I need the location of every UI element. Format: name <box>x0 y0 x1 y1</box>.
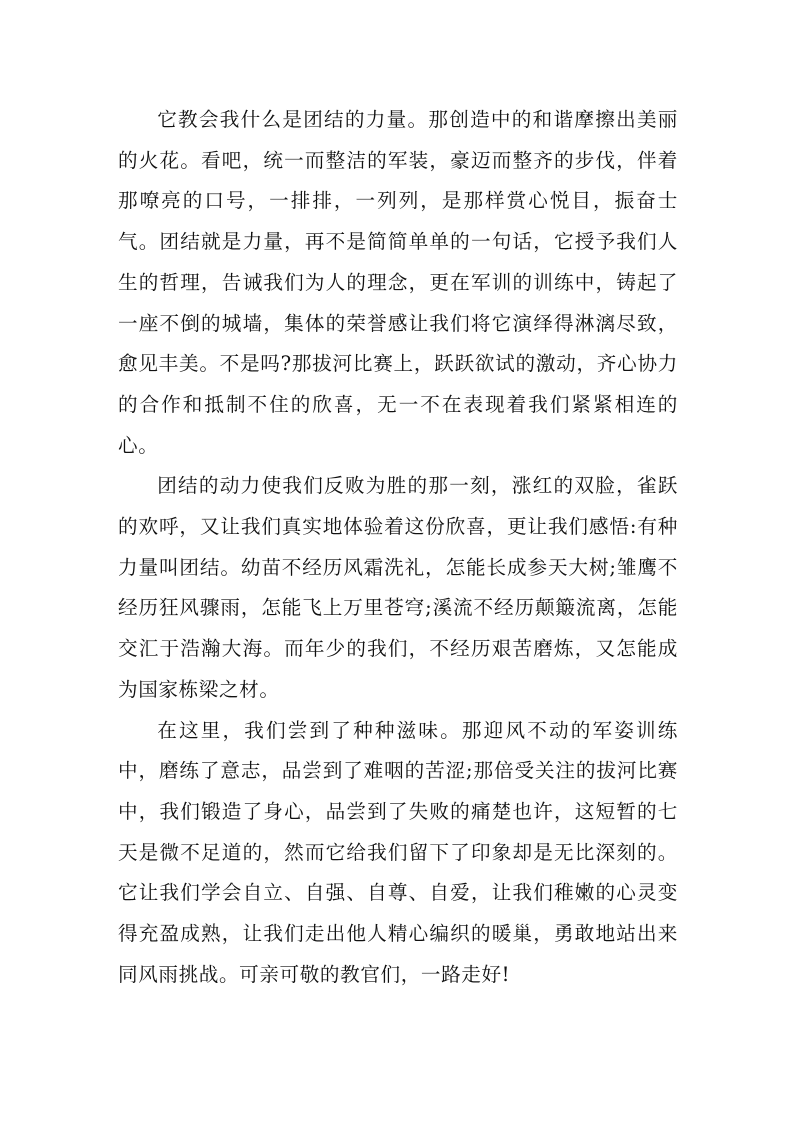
paragraph-2: 团结的动力使我们反败为胜的那一刻，涨红的双脸，雀跃的欢呼，又让我们真实地体验着这份欣喜，更让我们感悟:有种力量叫团结。幼苗不经历风霜洗礼，怎能长成参天大树;雏鹰不经历狂风骤雨，怎能飞上万里苍穹;溪流不经历颠簸流离，怎能交汇于浩瀚大海。而年少的我们，不经历艰苦磨炼，又怎能成为国家栋梁之材。 <box>118 474 678 701</box>
document-body <box>118 100 678 995</box>
paragraph-1: 它教会我什么是团结的力量。那创造中的和谐摩擦出美丽的火花。看吧，统一而整洁的军装，豪迈而整齐的步伐，伴着那嘹亮的口号，一排排，一列列，是那样赏心悦目，振奋士气。团结就是力量，再不是简简单单的一句话，它授予我们人生的哲理，告诫我们为人的理念，更在军训的训练中，铸起了一座不倒的城墙，集体的荣誉感让我们将它演绎得淋漓尽致，愈见丰美。不是吗?那拔河比赛上，跃跃欲试的激动，齐心协力的合作和抵制不住的欣喜，无一不在表现着我们紧紧相连的心。 <box>118 108 678 457</box>
paragraph-3: 在这里，我们尝到了种种滋味。那迎风不动的军姿训练中，磨练了意志，品尝到了难咽的苦涩;那倍受关注的拔河比赛中，我们锻造了身心，品尝到了失败的痛楚也许，这短暂的七天是微不足道的，然而它给我们留下了印象却是无比深刻的。它让我们学会自立、自强、自尊、自爱，让我们稚嫩的心灵变得充盈成熟，让我们走出他人精心编织的暖巢，勇敢地站出来同风雨挑战。可亲可敬的教官们，一路走好! <box>118 718 678 986</box>
